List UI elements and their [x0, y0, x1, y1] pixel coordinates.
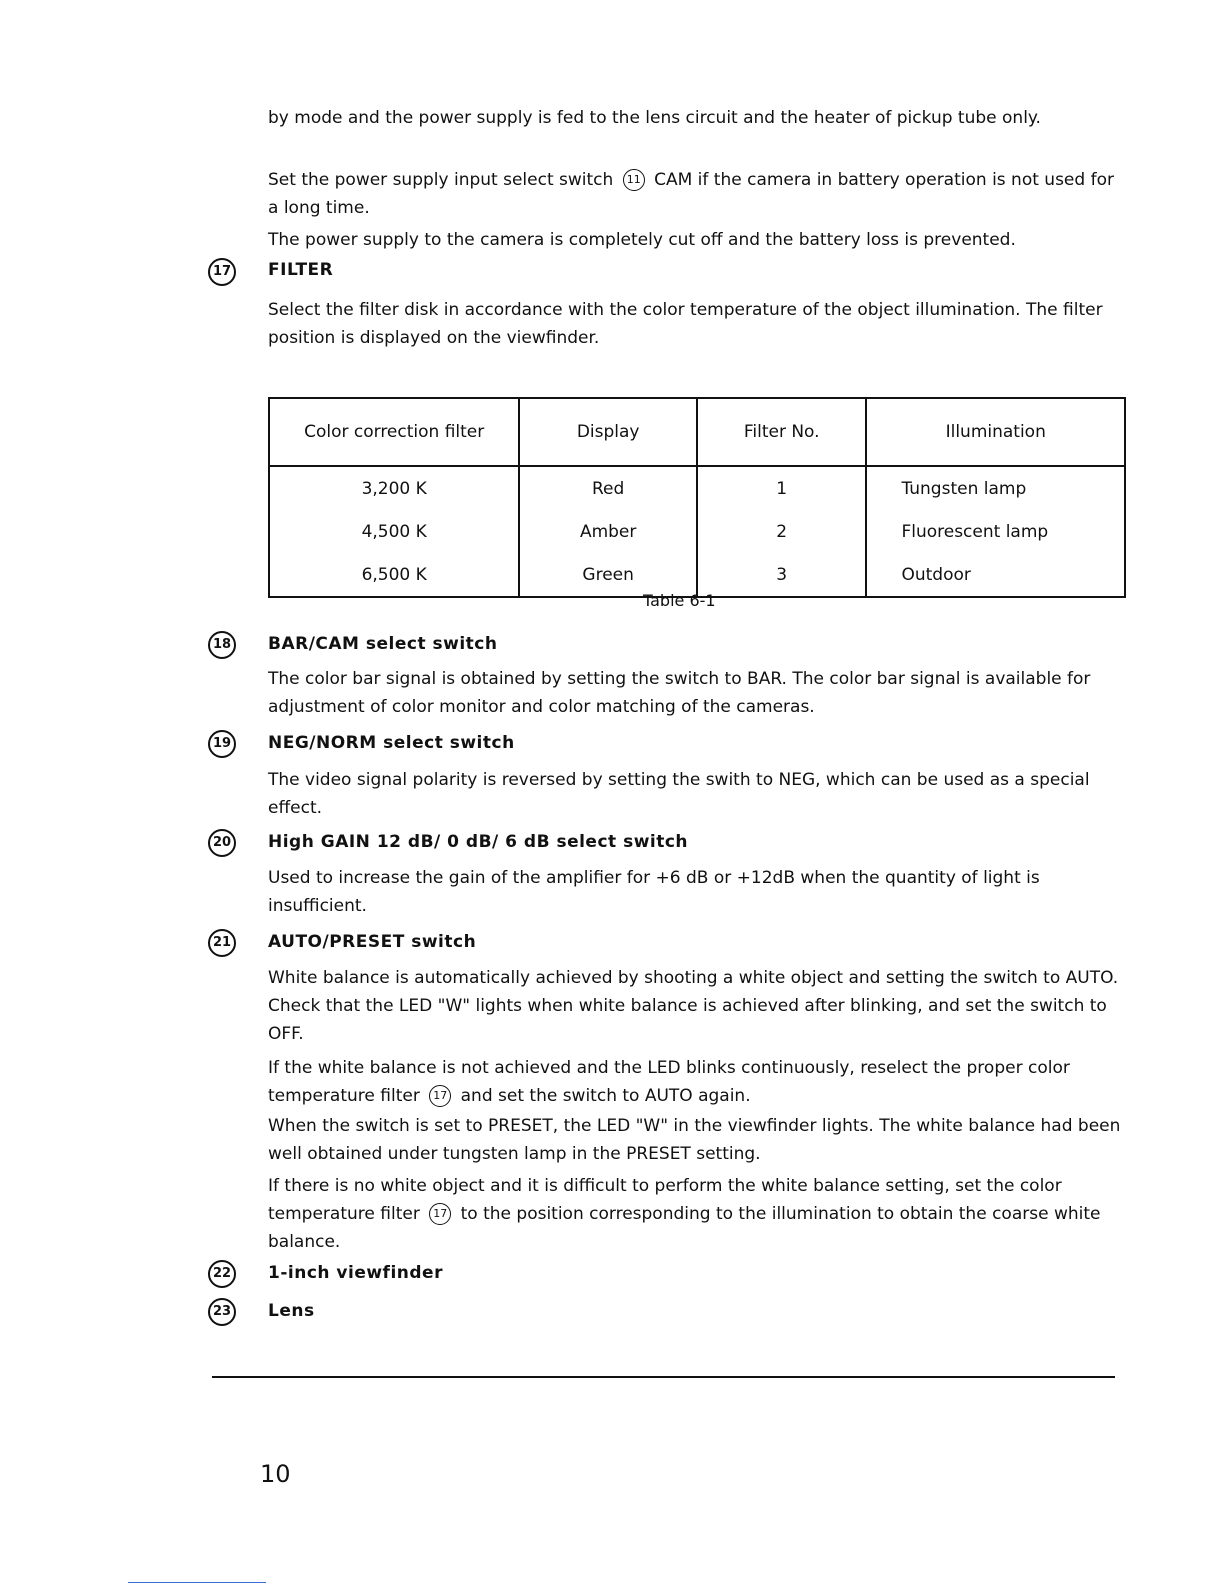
section-text-auto-preset-1: White balance is automatically achieved by shooting a white object and setting the switch to AUTO. Check that the LED "W" lights when white balance is achieved after blinking, and set the switch to OFF. [268, 968, 1119, 1044]
bottom-edge-line [128, 1582, 266, 1583]
table-cell: 3,200 K [269, 466, 519, 510]
section-heading-viewfinder: 1-inch viewfinder [268, 1263, 443, 1283]
table-cell: 4,500 K [269, 510, 519, 553]
footer-rule [212, 1376, 1115, 1378]
section-text-neg-norm: The video signal polarity is reversed by setting the swith to NEG, which can be used as a special effect. [268, 770, 1090, 818]
section-number-20: 20 [208, 829, 236, 857]
table-cell: Outdoor [866, 553, 1125, 597]
ref-number-17: 17 [429, 1085, 451, 1107]
section-number-18: 18 [208, 631, 236, 659]
ref-number-11: 11 [623, 169, 645, 191]
section-number-22: 22 [208, 1260, 236, 1288]
table-cell: Tungsten lamp [866, 466, 1125, 510]
section-number-19: 19 [208, 730, 236, 758]
table-cell: Amber [519, 510, 697, 553]
table-caption: Table 6-1 [643, 591, 716, 610]
section-number-17: 17 [208, 258, 236, 286]
table-cell: 6,500 K [269, 553, 519, 597]
section-heading-neg-norm: NEG/NORM select switch [268, 733, 515, 753]
section-text-auto-preset-2: If the white balance is not achieved and the LED blinks continuously, reselect the proper color temperature filter 17 and set the switch to AUTO again. [268, 1058, 1070, 1106]
table-cell: 2 [697, 510, 867, 553]
table-cell: 3 [697, 553, 867, 597]
filter-table [268, 397, 1126, 598]
table-cell: Green [519, 553, 697, 597]
section-heading-high-gain: High GAIN 12 dB/ 0 dB/ 6 dB select switch [268, 832, 689, 852]
intro-paragraph-battery: Set the power supply input select switch 11 CAM if the camera in battery operation is not used for a long time. [268, 170, 1114, 218]
table-header-cell: Filter No. [697, 398, 867, 466]
table-row [269, 510, 1125, 553]
section-heading-lens: Lens [268, 1301, 315, 1321]
table-row [269, 466, 1125, 510]
intro-paragraph-power: The power supply to the camera is completely cut off and the battery loss is prevented. [268, 230, 1016, 250]
table-header-cell: Color correction filter [269, 398, 519, 466]
section-text-high-gain: Used to increase the gain of the amplifier for +6 dB or +12dB when the quantity of light is insufficient. [268, 868, 1040, 916]
table-cell: Fluorescent lamp [866, 510, 1125, 553]
section-heading-auto-preset: AUTO/PRESET switch [268, 932, 477, 952]
table-header-cell: Illumination [866, 398, 1125, 466]
section-number-23: 23 [208, 1298, 236, 1326]
section-heading-bar-cam: BAR/CAM select switch [268, 634, 498, 654]
section-heading-filter: FILTER [268, 260, 334, 280]
section-text-bar-cam: The color bar signal is obtained by setting the switch to BAR. The color bar signal is available for adjustment of color monitor and color matching of the cameras. [268, 669, 1091, 717]
table-cell: Red [519, 466, 697, 510]
section-text-auto-preset-3: When the switch is set to PRESET, the LED "W" in the viewfinder lights. The white balance had been well obtained under tungsten lamp in the PRESET setting. [268, 1116, 1121, 1164]
table-header-row [269, 398, 1125, 466]
page-number: 10 [260, 1460, 291, 1488]
section-text-filter: Select the filter disk in accordance with the color temperature of the object illumination. The filter position is displayed on the viewfinder. [268, 300, 1103, 348]
table-header-cell: Display [519, 398, 697, 466]
table-cell: 1 [697, 466, 867, 510]
section-number-21: 21 [208, 929, 236, 957]
ref-number-17: 17 [429, 1203, 451, 1225]
intro-line: by mode and the power supply is fed to the lens circuit and the heater of pickup tube only. [268, 108, 1041, 128]
section-text-auto-preset-4: If there is no white object and it is difficult to perform the white balance setting, set the color temperature filter 17 to the position corresponding to the illumination to obtain the coarse white balance. [268, 1176, 1101, 1252]
